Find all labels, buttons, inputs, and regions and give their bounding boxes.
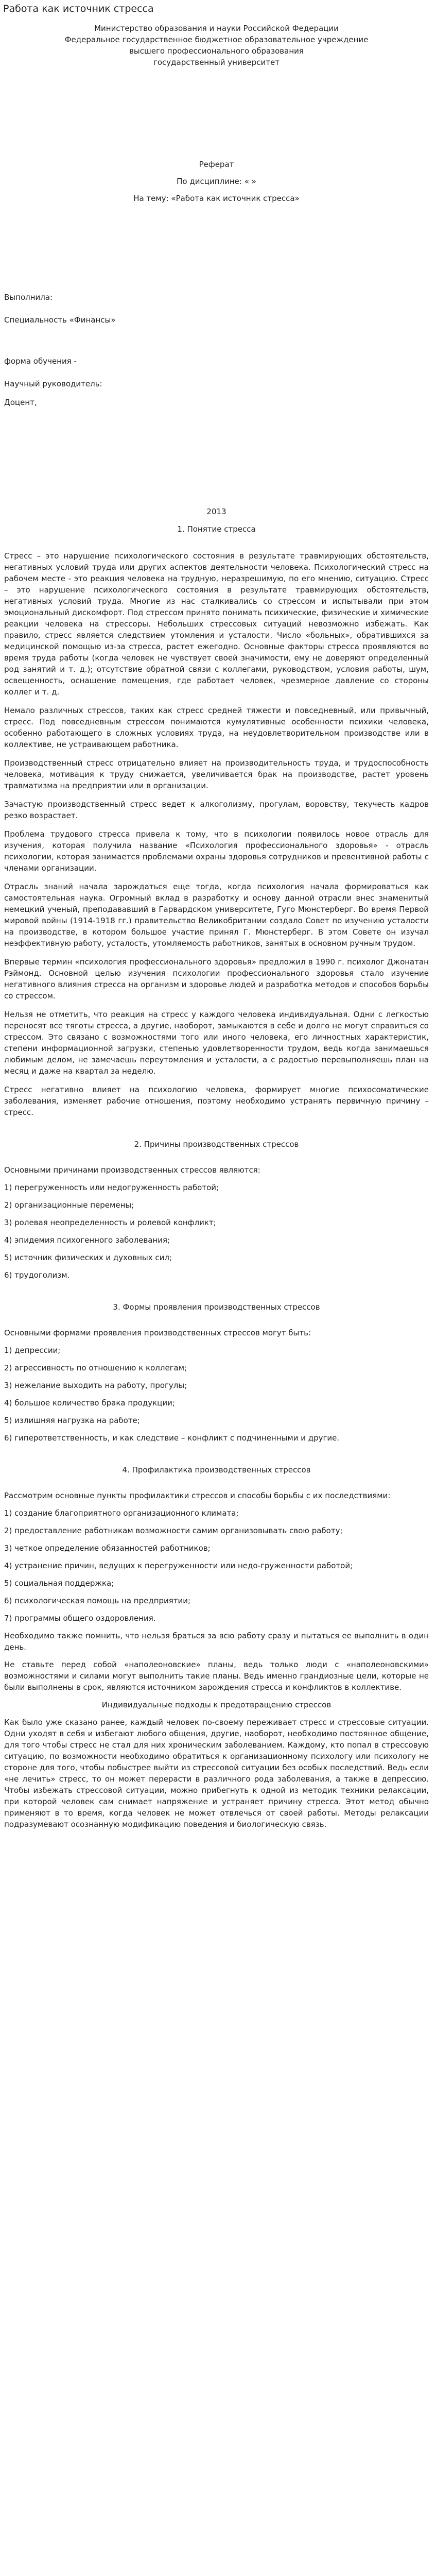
ministry-line: Министерство образования и науки Российской Федерации [94, 24, 339, 33]
supervisor-rank: Доцент, [4, 398, 37, 407]
referat-label: Реферат [199, 160, 234, 169]
list-intro: Основными формами проявления производственных стрессов могут быть: [4, 1328, 311, 1337]
list-intro: Рассмотрим основные пункты профилактики стрессов и способы борьбы с их последствиями: [4, 1491, 391, 1500]
list-item: 2) предоставление работникам возможности самим организовывать свою работу; [4, 1526, 343, 1535]
list-item: 7) программы общего оздоровления. [4, 1614, 156, 1623]
list-item: 4) большое количество брака продукции; [4, 1398, 175, 1408]
discipline-line: По дисциплине: « » [177, 177, 256, 186]
list-item: 2) организационные перемены; [4, 1200, 134, 1210]
institution-header [4, 23, 429, 68]
institution-line-2: высшего профессионального образования [129, 46, 304, 56]
section-title-2: 2. Причины производственных стрессов [134, 1140, 299, 1149]
paragraph: Немало различных стрессов, таких как стресс средней тяжести и повседневный, или привычный, стресс. Под повседневным стрессом понимаются кумулятивные особенности психики человека, особенно работающего в сложных условиях труда, на неудовлетворительном производстве или в коллективе, не устраивающем работника. [4, 706, 429, 749]
section-title-1: 1. Понятие стресса [177, 524, 256, 534]
supervisor-label: Научный руководитель: [4, 379, 102, 388]
list-item: 4) эпидемия психогенного заболевания; [4, 1235, 170, 1245]
institution-line-3: государственный университет [153, 58, 280, 67]
list-item: 3) ролевая неопределенность и ролевой конфликт; [4, 1218, 216, 1227]
list-intro: Основными причинами производственных стрессов являются: [4, 1165, 260, 1175]
paragraph: Проблема трудового стресса привела к тому, что в психологии появилось новое отрасль для изучения, которая получила название «Психология профессионального здоровья» - отрасль психологии, которая занимается проблемами охраны здоровья сотрудников и превентивной работы с членами организации. [4, 829, 429, 873]
list-item: 5) излишняя нагрузка на работе; [4, 1416, 140, 1425]
paragraph: Стресс – это нарушение психологического состояния в результате травмирующих обстоятельств, негативных условий труда или других аспектов деятельности человека. Психологический стресс на рабочем месте - это реакция человека на трудную, неразрешимую, по его мнению, ситуацию. Стресс – это нарушение психологического состояния в результате травмирующих обстоятельств, негативных условий труда. Многие из нас сталкивались со стрессом и испытывали при этом эмоциональный дискомфорт. Под стрессом принято понимать психические, физические и химические реакции человека на стрессоры. Небольших стрессовых ситуаций невозможно избежать. Как правило, стресс является следствием утомления и усталости. Число «больных», обратившихся за медицинской помощью из-за стресса, растет ежегодно. Основные факторы стресса проявляются во время труда работы (когда человек не чувствует своей значимости, ему не доверяют определенный род занятий и т. д.); отсутствие обратной связи с коллегами, руководством, условия работы, шум, освещенность, оснащение помещения, где работает человек, чрезмерное давление со стороны коллег и т. д. [4, 551, 429, 697]
section-3-body [4, 1327, 429, 1444]
list-item: 5) социальная поддержка; [4, 1579, 114, 1588]
subheading: Индивидуальные подходы к предотвращению стрессов [101, 1700, 332, 1709]
list-item: 6) трудоголизм. [4, 1270, 70, 1280]
paragraph: Как было уже сказано ранее, каждый человек по-своему переживает стресс и стрессовые ситуации. Одни уходят в себя и избегают любого общения, другие, наоборот, необходимо постоянное общение, для того чтобы стресс не стал для них хроническим заболеванием. Каждому, кто попал в стрессовую ситуацию, по возможности необходимо обратиться к организационному психологу или психологу не стороне для того, чтобы побыстрее выйти из стрессовой ситуации без особых последствий. Ведь если «не лечить» стресс, то он может перерасти в различного рода заболевания, а также в депрессию. Чтобы избежать стрессовой ситуации, можно прибегнуть к одной из методик техники релаксации, при которой человек сам снимает напряжение и устраняет причину стресса. Этот метод обычно применяют в то время, когда человек не может отвлечься от своей работы. Методы релаксации подразумевают осознанную модификацию поведения и биологическую связь. [4, 1718, 429, 1829]
paragraph: Зачастую производственный стресс ведет к алкоголизму, прогулам, воровству, текучесть кадров резко возрастает. [4, 800, 429, 820]
list-item: 1) депрессии; [4, 1346, 61, 1355]
list-item: 4) устранение причин, ведущих к перегруженности или недо-груженности работой; [4, 1561, 353, 1570]
document-body [0, 23, 436, 1830]
section-title-4: 4. Профилактика производственных стрессов [122, 1465, 311, 1475]
paragraph: Нельзя не отметить, что реакция на стресс у каждого человека индивидуальная. Одни с легкостью переносят все тяготы стресса, а другие, наоборот, замыкаются в себе и долго не могут справиться со стрессом. Это связано с возможностями того или иного человека, его личностных характеристик, степени информационной загрузки, степенью удовлетворенности трудом, ведь когда занимаешься любимым делом, не замечаешь переутомления и усталости, а с радостью перевыполняешь план на месяц и даже на квартал за неделю. [4, 1010, 429, 1076]
paragraph: Производственный стресс отрицательно влияет на производительность труда, и трудоспособность человека, мотивация к труду снижается, увеличивается брак на производстве, растет уровень травматизма на предприятии или в организации. [4, 758, 429, 790]
study-form-line: форма обучения - [4, 357, 77, 366]
list-item: 1) перегруженность или недогруженность работой; [4, 1183, 219, 1192]
section-title-3: 3. Формы проявления производственных стрессов [113, 1302, 320, 1312]
list-item: 2) агрессивность по отношению к коллегам; [4, 1363, 187, 1372]
paragraph: Впервые термин «психология профессионального здоровья» предложил в 1990 г. психолог Джонатан Рэймонд. Основной целью изучения психологии профессионального здоровья стало изучение негативного влияния стресса на организм и здоровье людей и разработка методов и способов борьбы со стрессом. [4, 957, 429, 1001]
paragraph: Не ставьте перед собой «наполеоновские» планы, ведь только люди с «наполеоновскими» возможностями и силами могут выполнить такие планы. Ведь именно грандиозные цели, которые не были выполнены в срок, являются источником зарождения стресса и конфликтов в коллективе. [4, 1660, 429, 1692]
institution-line-1: Федеральное государственное бюджетное образовательное учреждение [64, 35, 369, 44]
author-label: Выполнила: [4, 293, 53, 302]
list-item: 6) психологическая помощь на предприятии; [4, 1596, 191, 1605]
section-1-body [4, 550, 429, 1118]
list-item: 3) нежелание выходить на работу, прогулы; [4, 1381, 187, 1390]
section-4-body [4, 1490, 429, 1830]
referat-block [4, 159, 429, 204]
list-item: 5) источник физических и духовных сил; [4, 1253, 172, 1262]
year: 2013 [206, 507, 226, 516]
paragraph: Стресс негативно влияет на психологию человека, формирует многие психосоматические заболевания, изменяет рабочие отношения, поэтому необходимо устранять первичную причину – стресс. [4, 1085, 429, 1117]
document-title: Работа как источник стресса [3, 3, 154, 14]
topic-line: На тему: «Работа как источник стресса» [133, 194, 300, 203]
list-item: 1) создание благоприятного организационного климата; [4, 1509, 239, 1518]
section-2-body [4, 1164, 429, 1281]
specialty-line: Специальность «Финансы» [4, 315, 116, 325]
list-item: 6) гиперответственность, и как следствие – конфликт с подчиненными и другие. [4, 1433, 340, 1443]
meta-block [4, 292, 429, 408]
paragraph: Необходимо также помнить, что нельзя браться за всю работу сразу и пытаться ее выполнить в один день. [4, 1631, 429, 1652]
paragraph: Отрасль знаний начала зарождаться еще тогда, когда психология начала формироваться как самостоятельная наука. Огромный вклад в разработку и основу данной отрасли внес знаменитый немецкий ученый, преподававший в Гарвардском университете, Гуго Мюнстерберг. Во время Первой мировой войны (1914-1918 гг.) правительство Великобритании создало Совет по изучению усталости на производстве, в котором большое участие принял Г. Мюнстерберг. В этом Совете он изучал неэффективную работу, усталость, утомляемость работников, занятых в основном ручным трудом. [4, 882, 429, 948]
list-item: 3) четкое определение обязанностей работников; [4, 1544, 211, 1553]
